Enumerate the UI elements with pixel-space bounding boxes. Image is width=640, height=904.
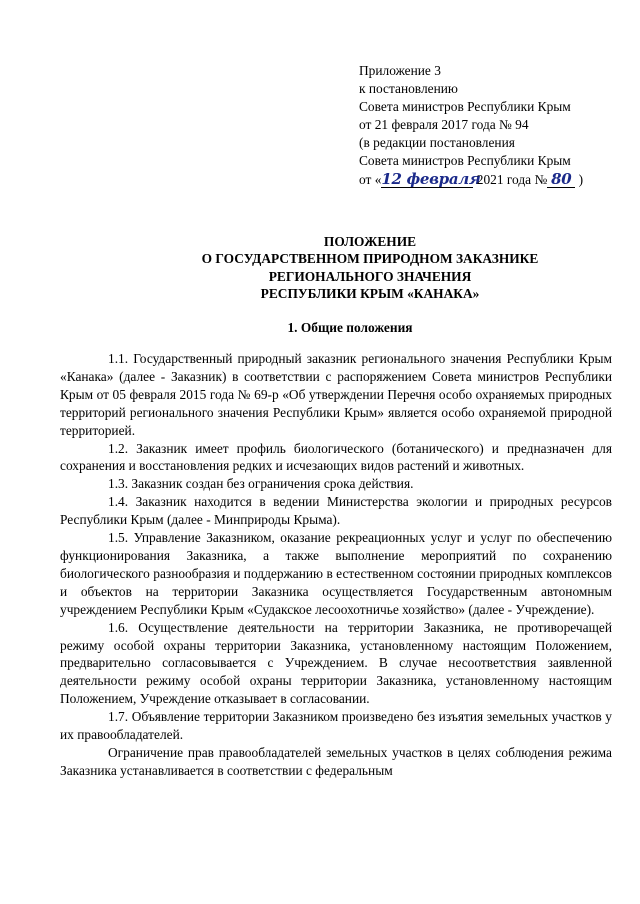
document-title (150, 233, 590, 303)
paragraph: 1.4. Заказник находится в ведении Министерства экологии и природных ресурсов Республики Крым (далее - Минприроды Крыма). (60, 494, 612, 528)
paragraph: 1.6. Осуществление деятельности на территории Заказника, не противоречащей режиму особой охраны территории Заказника, установленному настоящим Положением, предварительно согласовывается с Учреждением. В случае несоответствия заявленной деятельности режиму особой охраны территории Заказника, установленному настоящим Положением, Учреждение отказывает в согласовании. (60, 619, 612, 707)
amendment-year: 2021 года № (473, 171, 548, 187)
amendment-suffix: ) (575, 171, 584, 187)
appendix-amendment-line (359, 171, 629, 189)
paragraph: 1.3. Заказник создан без ограничения срока действия. (108, 476, 414, 492)
appendix-line: (в редакции постановления (359, 135, 515, 151)
handwritten-date: 12 февраля (381, 169, 481, 188)
handwritten-number: 80 (547, 172, 575, 188)
appendix-header (359, 62, 629, 189)
paragraph: 1.1. Государственный природный заказник регионального значения Республики Крым «Канака» (далее - Заказник) в соответствии с распоряжением Совета министров Республики Крым от 05 февраля 2015 года № 69-р «Об утверждении Перечня особо охраняемых природных территорий регионального значения Республики Крым» является особо охраняемой природной территорией. (60, 351, 612, 438)
appendix-line: Совета министров Республики Крым (359, 153, 571, 169)
amendment-prefix: от « (359, 171, 382, 187)
title-line: О ГОСУДАРСТВЕННОМ ПРИРОДНОМ ЗАКАЗНИКЕ (201, 251, 539, 267)
section-heading: 1. Общие положения (287, 320, 413, 335)
document-body (60, 350, 612, 780)
title-line: ПОЛОЖЕНИЕ (323, 234, 417, 249)
appendix-line: Совета министров Республики Крым (359, 99, 571, 115)
paragraph: 1.7. Объявление территории Заказником произведено без изъятия земельных участков у их правообладателей. (60, 709, 612, 743)
appendix-line: к постановлению (359, 81, 458, 97)
title-line: РЕГИОНАЛЬНОГО ЗНАЧЕНИЯ (268, 268, 472, 284)
paragraph: 1.2. Заказник имеет профиль биологического (ботанического) и предназначен для сохранения и восстановления редких и исчезающих видов растений и животных. (60, 440, 612, 474)
appendix-line: от 21 февраля 2017 года № 94 (359, 117, 529, 133)
paragraph: Ограничение прав правообладателей земельных участков в целях соблюдения режима Заказника устанавливается в соответствии с федеральным (60, 744, 612, 778)
paragraph: 1.5. Управление Заказником, оказание рекреационных услуг и услуг по обеспечению функционирования Заказника, а также выполнение мероприятий по сохранению биологического разнообразия и поддержанию в естественном состоянии природных комплексов и объектов на территории Заказника осуществляется Государственным автономным учреждением Республики Крым «Судакское лесоохотничье хозяйство» (далее - Учреждение). (60, 530, 612, 617)
title-line: РЕСПУБЛИКИ КРЫМ «КАНАКА» (260, 286, 480, 302)
appendix-line: Приложение 3 (359, 63, 441, 78)
